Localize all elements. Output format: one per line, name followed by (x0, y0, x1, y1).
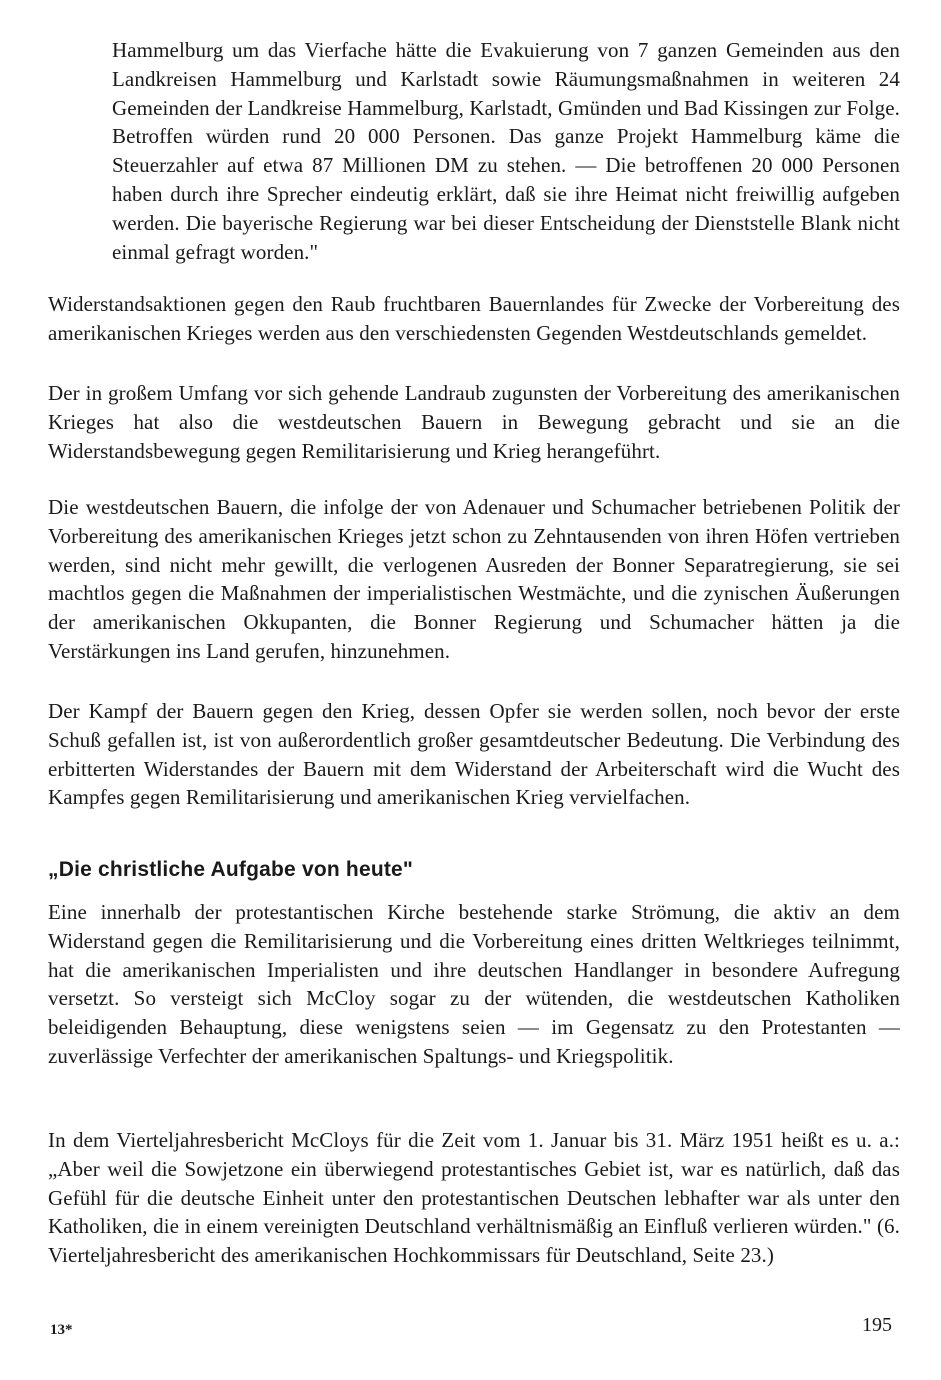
paragraph-text: Widerstandsaktionen gegen den Raub fruchtbaren Bauernlandes für Zwecke der Vorbereitung des amerikanischen Krieges werden aus den verschiedensten Gegenden Westdeutschlands gemeldet. (48, 292, 900, 345)
quote-continuation: Hammelburg um das Vierfache hätte die Evakuierung von 7 ganzen Gemeinden aus den Landkreisen Hammelburg und Karlstadt sowie Räumungsmaßnahmen in weiteren 24 Gemeinden der Landkreise Hammelburg, Karlstadt, Gmünden und Bad Kissingen zur Folge. Betroffen würden rund 20 000 Personen. Das ganze Projekt Hammelburg käme die Steuerzahler auf etwa 87 Millionen DM zu stehen. — Die betroffenen 20 000 Personen haben durch ihre Sprecher eindeutig erklärt, daß sie ihre Heimat nicht freiwillig aufgeben werden. Die bayerische Regierung war bei dieser Entscheidung der Dienststelle Blank nicht einmal gefragt worden." (112, 38, 900, 264)
paragraph-vierteljahresbericht (48, 1126, 900, 1270)
printer-signature-mark: 13* (50, 1322, 73, 1338)
paragraph-text: Der in großem Umfang vor sich gehende Landraub zugunsten der Vorbereitung des amerikanischen Krieges hat also die westdeutschen Bauern in Bewegung gebracht und sie an die Widerstandsbewegung gegen Remilitarisierung und Krieg herangeführt. (48, 381, 900, 463)
paragraph-text: Der Kampf der Bauern gegen den Krieg, dessen Opfer sie werden sollen, noch bevor der erste Schuß gefallen ist, ist von außerordentlich großer gesamtdeutscher Bedeutung. Die Verbindung des erbitterten Widerstandes der Bauern mit dem Widerstand der Arbeiterschaft wird die Wucht des Kampfes gegen Remilitarisierung und amerikanischen Krieg vervielfachen. (48, 699, 900, 810)
page-number: 195 (862, 1314, 892, 1336)
paragraph-text: In dem Vierteljahresbericht McCloys für die Zeit vom 1. Januar bis 31. März 1951 heißt es u. a.: „Aber weil die Sowjetzone ein überwiegend protestantisches Gebiet ist, war es natürlich, daß das Gefühl für die deutsche Einheit unter den protestantischen Deutschen lebhafter war als unter den Katholiken, die in einem vereinigten Deutschland verhältnismäßig an Einfluß verlieren würden." (6. Vierteljahresbericht des amerikanischen Hochkommissars für Deutschland, Seite 23.) (48, 1128, 900, 1268)
paragraph-text: Eine innerhalb der protestantischen Kirche bestehende starke Strömung, die aktiv an dem Widerstand gegen die Remilitarisierung und die Vorbereitung eines dritten Weltkrieges teilnimmt, hat die amerikanischen Imperialisten und ihre deutschen Handlanger in besondere Aufregung versetzt. So versteigt sich McCloy sogar zu der wütenden, die westdeutschen Katholiken beleidigenden Behauptung, diese wenigstens seien — im Gegensatz zu den Protestanten — zuverlässige Verfechter der amerikanischen Spaltungs- und Kriegspolitik. (48, 900, 900, 1068)
paragraph-protestantische-stroemung (48, 898, 900, 1071)
paragraph-text: Die westdeutschen Bauern, die infolge der von Adenauer und Schumacher betriebenen Politik der Vorbereitung des amerikanischen Krieges jetzt schon zu Zehntausenden von ihren Höfen vertrieben werden, sind nicht mehr gewillt, die verlogenen Ausreden der Bonner Separatregierung, sie sei machtlos gegen die Maßnahmen der imperialistischen Westmächte, und die zynischen Äußerungen der amerikanischen Okkupanten, die Bonner Regierung und Schumacher hätten ja die Verstärkungen ins Land gerufen, hinzunehmen. (48, 495, 900, 663)
paragraph-westdeutsche-bauern (48, 493, 900, 666)
paragraph-widerstandsaktionen (48, 290, 900, 348)
quote-continuation-block (112, 36, 900, 266)
paragraph-landraub (48, 379, 900, 465)
section-heading: „Die christliche Aufgabe von heute" (48, 858, 414, 881)
paragraph-kampf-der-bauern (48, 697, 900, 812)
